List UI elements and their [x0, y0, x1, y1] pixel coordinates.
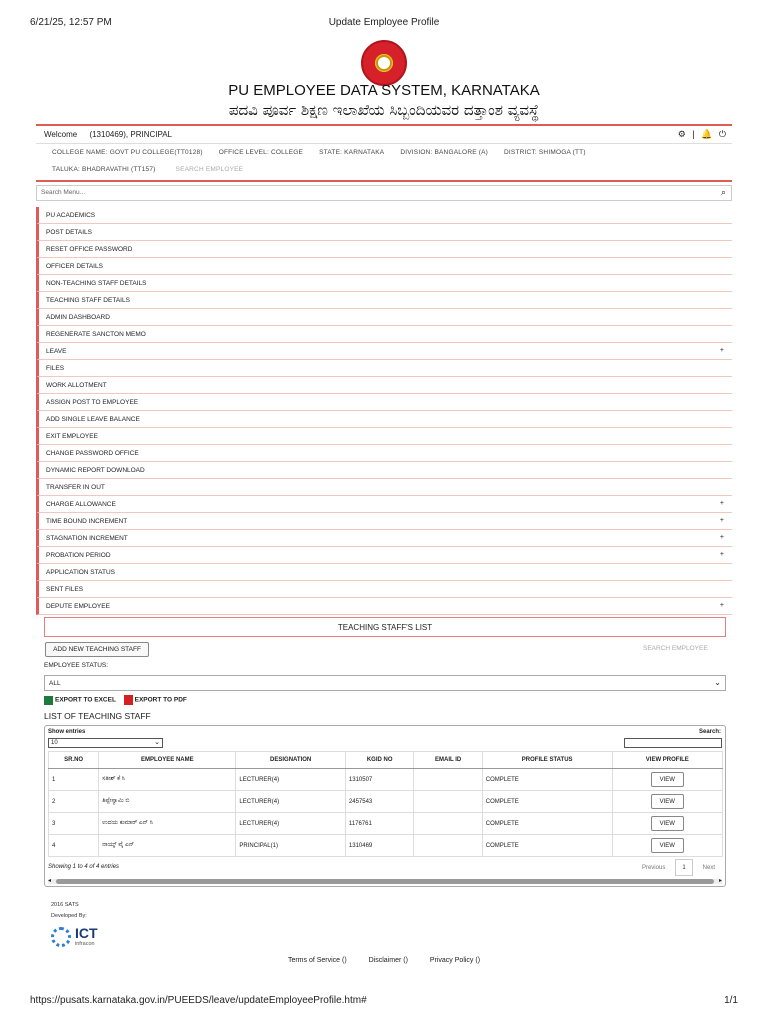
menu-item-label: TRANSFER IN OUT — [46, 484, 105, 491]
menu-item[interactable] — [36, 445, 732, 462]
view-profile-button[interactable]: VIEW — [651, 794, 684, 809]
employee-status-label: EMPLOYEE STATUS: — [44, 662, 109, 669]
expand-icon[interactable]: + — [719, 500, 724, 507]
side-menu — [36, 207, 732, 615]
cell-email — [414, 835, 482, 857]
menu-item[interactable] — [36, 258, 732, 275]
scroll-right-icon[interactable]: ▸ — [718, 878, 722, 884]
horizontal-scrollbar[interactable] — [48, 879, 722, 884]
column-header[interactable]: DESIGNATION — [236, 752, 345, 769]
gear-icon[interactable]: ⚙ — [677, 129, 686, 139]
pagination — [642, 859, 715, 876]
print-footer — [30, 995, 738, 1006]
menu-item-label: SENT FILES — [46, 586, 84, 593]
column-header[interactable]: EMPLOYEE NAME — [99, 752, 236, 769]
menu-item-label: EXIT EMPLOYEE — [46, 433, 98, 440]
cell-designation: LECTURER(4) — [236, 813, 345, 835]
menu-item-label: TIME BOUND INCREMENT — [46, 518, 128, 525]
cell-designation: PRINCIPAL(1) — [236, 835, 345, 857]
cell-action — [612, 835, 722, 857]
table-row — [49, 769, 723, 791]
office-level: OFFICE LEVEL: COLLEGE — [218, 149, 304, 156]
menu-item[interactable] — [36, 207, 732, 224]
menu-item-label: OFFICER DETAILS — [46, 263, 103, 270]
excel-icon — [44, 696, 53, 705]
entries-value: 10 — [51, 740, 58, 746]
status-selected-value: ALL — [49, 680, 61, 687]
column-header[interactable]: KGID NO — [345, 752, 414, 769]
cell-status: COMPLETE — [482, 769, 612, 791]
menu-item-label: NON-TEACHING STAFF DETAILS — [46, 280, 147, 287]
bell-icon[interactable]: 🔔 — [701, 129, 713, 139]
menu-item-label: TEACHING STAFF DETAILS — [46, 297, 130, 304]
cell-email — [414, 813, 482, 835]
cell-name: ಸತೀಶ್ ಕೆ ಸಿ — [99, 769, 236, 791]
cell-status: COMPLETE — [482, 791, 612, 813]
menu-item-label: PROBATION PERIOD — [46, 552, 111, 559]
cell-name: ನಾಯ್ಕ್ ವೈ ಎನ್ — [99, 835, 236, 857]
menu-item[interactable] — [36, 292, 732, 309]
menu-item[interactable] — [36, 241, 732, 258]
add-teaching-staff-button[interactable]: ADD NEW TEACHING STAFF — [45, 642, 149, 657]
site-title: PU EMPLOYEE DATA SYSTEM, KARNATAKA — [228, 82, 540, 99]
menu-item[interactable] — [36, 513, 732, 530]
view-profile-button[interactable]: VIEW — [651, 838, 684, 853]
menu-item-label: PU ACADEMICS — [46, 212, 96, 219]
cell-sr: 4 — [49, 835, 99, 857]
menu-item-label: DEPUTE EMPLOYEE — [46, 603, 110, 610]
column-header[interactable]: EMAIL ID — [414, 752, 482, 769]
terms-link[interactable]: Terms of Service () — [287, 957, 347, 964]
division: DIVISION: BANGALORE (A) — [400, 149, 489, 156]
menu-item[interactable] — [36, 377, 732, 394]
menu-item-label: FILES — [46, 365, 65, 372]
staff-table-panel — [44, 725, 726, 887]
list-title: LIST OF TEACHING STAFF — [44, 711, 151, 721]
export-excel-link[interactable]: EXPORT TO EXCEL — [55, 696, 116, 704]
cell-email — [414, 791, 482, 813]
search-employee-link[interactable]: SEARCH EMPLOYEE — [643, 645, 708, 652]
cell-designation: LECTURER(4) — [236, 769, 345, 791]
expand-icon[interactable]: + — [719, 551, 724, 558]
staff-table — [48, 751, 723, 857]
showing-info: Showing 1 to 4 of 4 entries — [48, 864, 120, 870]
power-icon[interactable]: ⏻ — [718, 129, 726, 139]
welcome-user: (1310469), PRINCIPAL — [89, 130, 172, 139]
cell-action — [612, 769, 722, 791]
menu-item[interactable] — [36, 411, 732, 428]
cell-name: ಉದಯ ಕುಮಾರ್ ಎನ್ ಸಿ — [99, 813, 236, 835]
section-title: TEACHING STAFF'S LIST — [44, 617, 726, 637]
taluka: TALUKA: BHADRAVATHI (TT157) — [52, 166, 156, 173]
district: DISTRICT: SHIMOGA (TT) — [504, 149, 586, 156]
menu-item[interactable] — [36, 564, 732, 581]
cell-status: COMPLETE — [482, 813, 612, 835]
menu-item[interactable] — [36, 275, 732, 292]
menu-item-label: DYNAMIC REPORT DOWNLOAD — [46, 467, 145, 474]
column-header[interactable]: SR.NO — [49, 752, 99, 769]
cell-action — [612, 791, 722, 813]
chevron-down-icon: ⌄ — [714, 678, 721, 687]
menu-item[interactable] — [36, 581, 732, 598]
site-subtitle-kannada: ಪದವಿ ಪೂರ್ವ ಶಿಕ್ಷಣ ಇಲಾಖೆಯ ಸಿಬ್ಬಂದಿಯವರ ದತ್ತಾಂಶ ವ್ಯವಸ್ಥೆ — [228, 101, 540, 119]
ict-infracon-logo: ICT infracon — [51, 925, 111, 949]
welcome-bar — [36, 124, 732, 144]
karnataka-emblem-logo — [361, 40, 407, 86]
disclaimer-link[interactable]: Disclaimer () — [368, 957, 408, 964]
print-page-title: Update Employee Profile — [328, 17, 440, 28]
cell-name: ತಿಪ್ಪೇಸ್ವಾಮಿ ಬಿ — [99, 791, 236, 813]
cell-status: COMPLETE — [482, 835, 612, 857]
menu-item[interactable] — [36, 462, 732, 479]
view-profile-button[interactable]: VIEW — [651, 816, 684, 831]
table-search-input[interactable] — [624, 738, 722, 748]
cell-email — [414, 769, 482, 791]
menu-item-label: ASSIGN POST TO EMPLOYEE — [46, 399, 139, 406]
cell-kgid: 1310469 — [345, 835, 414, 857]
cell-designation: LECTURER(4) — [236, 791, 345, 813]
search-menu-input[interactable] — [36, 185, 732, 201]
cell-kgid: 1176761 — [345, 813, 414, 835]
menu-item-label: LEAVE — [46, 348, 67, 355]
college-name: COLLEGE NAME: GOVT PU COLLEGE(TT0128) — [52, 149, 203, 156]
cell-sr: 2 — [49, 791, 99, 813]
export-pdf-link[interactable]: EXPORT TO PDF — [134, 696, 187, 704]
search-menu-placeholder: Search Menu... — [41, 189, 86, 196]
menu-item[interactable] — [36, 547, 732, 564]
expand-icon[interactable]: + — [719, 534, 724, 541]
divider — [36, 180, 732, 182]
menu-item-label: RESET OFFICE PASSWORD — [46, 246, 133, 253]
menu-item-label: APPLICATION STATUS — [46, 569, 115, 576]
table-row — [49, 791, 723, 813]
entries-select[interactable] — [48, 738, 163, 748]
menu-item-label: REGENERATE SANCTON MEMO — [46, 331, 146, 338]
search-icon[interactable]: ⌕ — [720, 187, 726, 197]
cell-action — [612, 813, 722, 835]
menu-item[interactable] — [36, 309, 732, 326]
cell-sr: 3 — [49, 813, 99, 835]
menu-item-label: CHANGE PASSWORD OFFICE — [46, 450, 139, 457]
table-row — [49, 813, 723, 835]
column-header[interactable]: VIEW PROFILE — [612, 752, 722, 769]
cell-kgid: 2457543 — [345, 791, 414, 813]
divider: | — [692, 129, 695, 139]
menu-item-label: ADMIN DASHBOARD — [46, 314, 110, 321]
print-page-number: 1/1 — [724, 995, 738, 1006]
employee-status-select[interactable] — [44, 675, 726, 691]
footer-links — [0, 957, 768, 964]
menu-item-label: POST DETAILS — [46, 229, 92, 236]
menu-item[interactable] — [36, 598, 732, 615]
state: STATE: KARNATAKA — [319, 149, 385, 156]
menu-item[interactable] — [36, 224, 732, 241]
menu-item[interactable] — [36, 496, 732, 513]
chevron-down-icon: ⌄ — [154, 739, 160, 746]
expand-icon[interactable]: + — [719, 602, 724, 609]
table-row — [49, 835, 723, 857]
menu-item-label: ADD SINGLE LEAVE BALANCE — [46, 416, 140, 423]
copyright: 2016 SATS — [51, 902, 79, 908]
cell-sr: 1 — [49, 769, 99, 791]
menu-item-label: CHARGE ALLOWANCE — [46, 501, 116, 508]
menu-item[interactable] — [36, 326, 732, 343]
developed-by: Developed By: — [51, 913, 87, 919]
menu-item[interactable] — [36, 428, 732, 445]
expand-icon[interactable]: + — [719, 347, 724, 354]
view-profile-button[interactable]: VIEW — [651, 772, 684, 787]
show-entries-label: Show entries — [48, 729, 86, 735]
expand-icon[interactable]: + — [719, 517, 724, 524]
next-button[interactable]: Next — [702, 865, 715, 871]
export-bar — [44, 695, 187, 705]
print-header — [30, 17, 738, 31]
menu-item[interactable] — [36, 360, 732, 377]
menu-item-label: WORK ALLOTMENT — [46, 382, 107, 389]
search-employee-link[interactable]: SEARCH EMPLOYEE — [175, 166, 244, 173]
print-timestamp: 6/21/25, 12:57 PM — [30, 17, 112, 28]
scroll-left-icon[interactable]: ◂ — [48, 878, 52, 884]
previous-button[interactable]: Previous — [641, 865, 666, 871]
welcome-label: Welcome — [44, 130, 78, 139]
menu-item[interactable] — [36, 530, 732, 547]
privacy-link[interactable]: Privacy Policy () — [429, 957, 481, 964]
page-button[interactable]: 1 — [675, 859, 693, 876]
pdf-icon — [124, 695, 133, 705]
scroll-thumb[interactable] — [56, 879, 714, 884]
menu-item[interactable] — [36, 479, 732, 496]
print-url: https://pusats.karnataka.gov.in/PUEEDS/leave/updateEmployeeProfile.htm# — [30, 995, 367, 1006]
menu-item[interactable] — [36, 394, 732, 411]
cell-kgid: 1310507 — [345, 769, 414, 791]
column-header[interactable]: PROFILE STATUS — [482, 752, 612, 769]
menu-item-label: STAGNATION INCREMENT — [46, 535, 128, 542]
table-search-label: Search: — [698, 729, 721, 735]
menu-item[interactable] — [36, 343, 732, 360]
